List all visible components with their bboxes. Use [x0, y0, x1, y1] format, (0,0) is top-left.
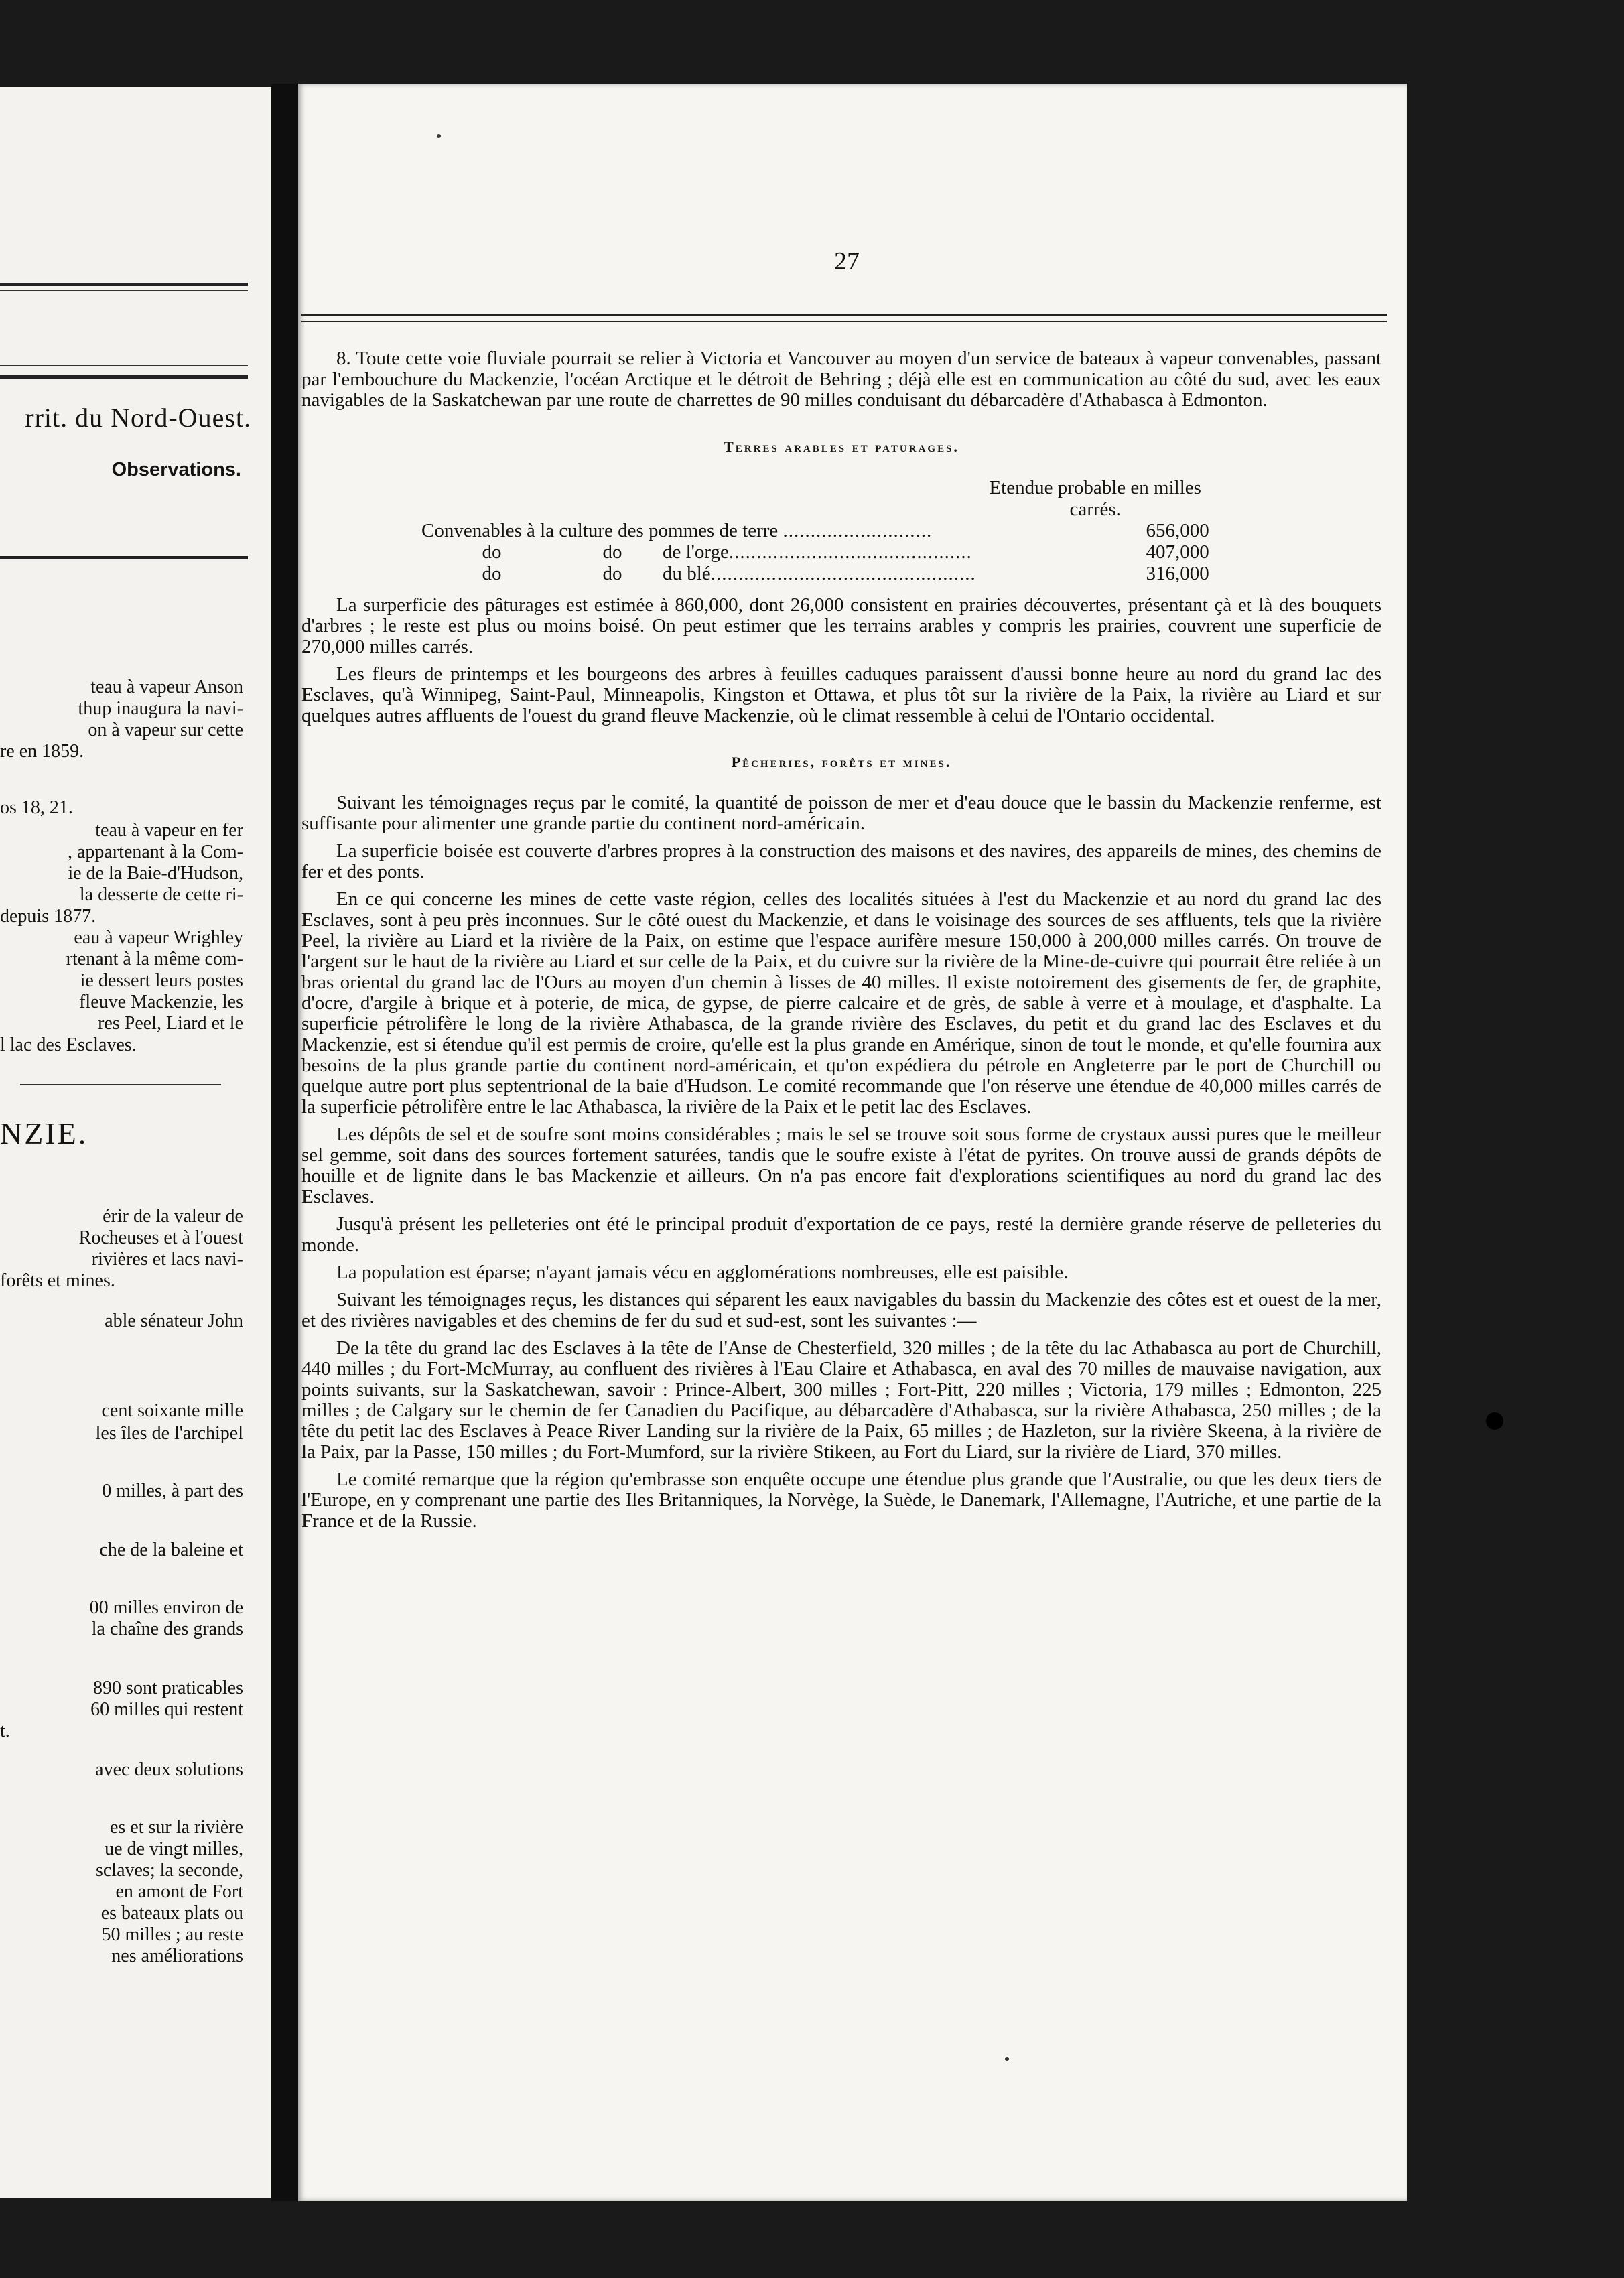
left-text-fragment: nes améliorations: [111, 1946, 243, 1966]
left-text-fragment: es et sur la rivière: [109, 1817, 243, 1838]
paragraph-sel: Les dépôts de sel et de soufre sont moins considérables ; mais le sel se trouve soit sous forme de crystaux aussi pures que le meilleur sel gemme, soit dans des sources fortement saturées, tandis que le soufre existe à l'état de pyrites. On trouve aussi de grands dépôts de houille et de lignite dans le bas Mackenzie et ailleurs. On n'a pas encore fait d'explorations scientifiques au nord du grand lac des Esclaves.: [301, 1124, 1381, 1207]
left-text-fragment: en amont de Fort: [115, 1881, 243, 1902]
row-label: Convenables à la culture des pommes de terre: [421, 520, 779, 541]
left-rule: [0, 375, 248, 379]
left-text-fragment: es bateaux plats ou: [100, 1903, 243, 1924]
left-text-fragment: sclaves; la seconde,: [95, 1860, 243, 1881]
left-rule: [0, 283, 248, 286]
paragraph-paturages: La surperficie des pâturages est estimée à 860,000, dont 26,000 consistent en prairies découvertes, présentant çà et là des bouquets d'arbres ; le reste est plus ou moins boisé. On peut estimer que les terrains arables y compris les prairies, couvrent une superficie de 270,000 milles carrés.: [301, 594, 1381, 657]
left-text-fragment: teau à vapeur en fer: [95, 820, 243, 841]
left-text-fragment: t.: [0, 1721, 10, 1741]
left-text-fragment: che de la baleine et: [99, 1540, 243, 1560]
leader-dots: ...........................: [783, 520, 933, 541]
ditto-mark: do: [602, 541, 622, 563]
paper-speck: [437, 134, 441, 138]
table-row: [419, 563, 1212, 584]
paragraph-pelleteries: Jusqu'à présent les pelleteries ont été le principal produit d'exportation de ce pays, resté la dernière grande réserve de pelleteries du monde.: [301, 1213, 1381, 1256]
left-text-fragment: teau à vapeur Anson: [90, 677, 243, 697]
left-rule: [0, 365, 248, 366]
table-row: [419, 541, 1212, 563]
left-text-fragment: able sénateur John: [105, 1311, 243, 1331]
leader-dots: ................................................: [710, 563, 976, 584]
left-text-fragment: 0 milles, à part des: [102, 1481, 243, 1501]
paragraph-population: La population est éparse; n'ayant jamais vécu en agglomérations nombreuses, elle est paisible.: [336, 1262, 1069, 1283]
left-text-fragment: depuis 1877.: [0, 906, 96, 927]
row-label: de l'orge: [663, 541, 729, 563]
left-text-fragment: 60 milles qui restent: [90, 1699, 243, 1720]
left-text-fragment: cent soixante mille: [101, 1400, 243, 1421]
left-text-fragment: la desserte de cette ri-: [79, 884, 243, 905]
row-value: 656,000: [1146, 520, 1209, 541]
left-text-fragment: , appartenant à la Com-: [67, 842, 243, 862]
left-text-fragment: ie de la Baie-d'Hudson,: [68, 863, 243, 884]
ditto-mark: do: [482, 563, 502, 584]
left-text-fragment: ue de vingt milles,: [105, 1838, 243, 1859]
left-text-fragment: re en 1859.: [0, 741, 84, 762]
page-number: 27: [834, 247, 860, 275]
table-row: [419, 520, 1212, 541]
book-gutter: [271, 84, 298, 2201]
paragraph-comite: Le comité remarque que la région qu'embrasse son enquête occupe une étendue plus grande que l'Australie, ou que les deux tiers de l'Europe, en y comprenant une partie des Iles Britanniques, la Norvège, la Suède, le Danemark, l'Allemagne, l'Autriche, et une partie de la France et de la Russie.: [301, 1469, 1381, 1532]
left-text-fragment: fleuve Mackenzie, les: [79, 992, 243, 1012]
left-text-fragment: eau à vapeur Wrighley: [74, 927, 243, 948]
section-heading-pecheries: Pêcheries, forêts et mines.: [731, 754, 952, 770]
left-text-fragment: avec deux solutions: [95, 1759, 243, 1780]
left-rule: [20, 1084, 221, 1085]
left-text-fragment: 890 sont praticables: [93, 1678, 243, 1698]
margin-ink-dot: [1486, 1412, 1503, 1430]
left-rule: [0, 290, 248, 291]
table-column-header: Etendue probable en milles carrés.: [989, 477, 1201, 520]
left-text-fragment: thup inaugura la navi-: [78, 698, 243, 719]
left-text-fragment: les îles de l'archipel: [95, 1423, 243, 1444]
left-text-fragment: os 18, 21.: [0, 797, 73, 818]
left-text-fragment: 50 milles ; au reste: [101, 1924, 243, 1945]
left-text-fragment: on à vapeur sur cette: [88, 720, 243, 740]
paragraph-distances-intro: Suivant les témoignages reçus, les distances qui séparent les eaux navigables du bassin du Mackenzie des côtes est et ouest de la mer, et des rivières navigables et des chemins de fer du sud et sud-est, sont les suivantes :—: [301, 1289, 1381, 1331]
left-text-fragment: ie dessert leurs postes: [80, 970, 243, 991]
left-text-fragment: l lac des Esclaves.: [0, 1034, 137, 1055]
main-text-block: [301, 348, 1381, 1538]
left-rule: [0, 556, 248, 559]
left-text-fragment: érir de la valeur de: [103, 1206, 243, 1227]
land-area-table: [419, 477, 1212, 584]
left-text-fragment: rtenant à la même com-: [66, 949, 243, 969]
ditto-mark: do: [482, 541, 502, 563]
left-text-fragment: 00 milles environ de: [89, 1597, 243, 1618]
left-section-heading: NZIE.: [0, 1116, 88, 1150]
paper-speck: [1005, 2057, 1009, 2061]
paragraph-8: 8. Toute cette voie fluviale pourrait se relier à Victoria et Vancouver au moyen d'un service de bateaux à vapeur convenables, passant par l'embouchure du Mackenzie, l'océan Arctique et le détroit de Behring ; déjà elle est en communication au côté du sud, avec les eaux navigables de la Saskatchewan par une route de charrettes de 90 milles conduisant du débarcadère d'Athabasca à Edmonton.: [301, 348, 1381, 411]
row-value: 316,000: [1146, 563, 1209, 584]
paragraph-boisee: La superficie boisée est couverte d'arbres propres à la construction des maisons et des navires, des appareils de mines, des chemins de fer et des ponts.: [301, 840, 1381, 882]
row-value: 407,000: [1146, 541, 1209, 563]
left-text-fragment: res Peel, Liard et le: [98, 1013, 243, 1034]
left-text-fragment: Rocheuses et à l'ouest: [78, 1227, 243, 1248]
left-page-fragment: [0, 87, 271, 2198]
left-text-fragment: la chaîne des grands: [91, 1619, 243, 1639]
leader-dots: ............................................: [728, 541, 972, 563]
paragraph-distances: De la tête du grand lac des Esclaves à la tête de l'Anse de Chesterfield, 320 milles ; de la tête du lac Athabasca au port de Churchill, 440 milles ; du Fort-McMurray, au confluent des rivières à l'Eau Claire et Athabasca, en aval des 70 milles de mauvaise navigation, aux points suivants, sur la Saskatchewan, savoir : Prince-Albert, 300 milles ; Fort-Pitt, 220 milles ; Victoria, 179 milles ; Edmonton, 225 milles ; de Calgary sur le chemin de fer Canadien du Pacifique, au débarcadère d'Athabasca, sur la rivière Athabasca, 250 milles ; de la tête du petit lac des Esclaves à Peace River Landing sur la rivière de la Paix, 65 milles ; de Hazleton, sur la rivière Skeena, à la rivière de la Paix, par la Passe, 150 milles ; du Fort-Mumford, sur la rivière Stikeen, au Fort du Liard, sur la rivière de Liard, 370 milles.: [301, 1337, 1381, 1463]
paragraph-mines: En ce qui concerne les mines de cette vaste région, celles des localités situées à l'est du Mackenzie et au nord du grand lac des Esclaves, sont à peu près inconnues. Sur le côté ouest du Mackenzie, et dans le voisinage des sources de ses affluents, tels que la rivière Peel, la rivière au Liard et la rivière de la Paix, on estime que l'espace aurifère mesure 150,000 à 200,000 milles carrés. On trouve de l'argent sur le haut de la rivière au Liard et sur celle de la Paix, et du cuivre sur la rivière de la Mine-de-cuivre qui pourrait être reliée à un bras oriental du grand lac de l'Ours au moyen d'un chemin à lisses de 40 milles. Il existe notoirement des gisements de fer, de graphite, d'ocre, d'argile à brique et à poterie, de mica, de gypse, de pierre calcaire et de grès, de sable à verre et à moulage, et d'asphalte. La superficie pétrolifère le long de la rivière Athabasca, de la grande rivière des Esclaves, du petit et du grand lac des Esclaves et du Mackenzie, est si étendue qu'il est permis de croire, qu'elle est la plus grande en Amérique, sinon de tout le monde, et qu'elle fournira aux besoins de la plus grande partie du continent nord-américain, et qu'on expédiera du pétrole en Angleterre par le port de Churchill ou quelque autre port plus septentrional de la baie d'Hudson. Le comité recommande que l'on réserve une étendue de 40,000 milles carrés de la superficie pétrolifère entre le lac Athabasca, la rivière de la Paix et le petit lac des Esclaves.: [301, 888, 1381, 1118]
ditto-mark: do: [602, 563, 622, 584]
left-text-fragment: rivières et lacs navi-: [91, 1249, 243, 1270]
paragraph-fleurs: Les fleurs de printemps et les bourgeons des arbres à feuilles caduques paraissent d'aussi bonne heure au nord du grand lac des Esclaves, qu'à Winnipeg, Saint-Paul, Minneapolis, Kingston et Ottawa, et plus tôt sur la rivière de la Paix, la rivière au Liard et sur quelques autres affluents de l'ouest du grand fleuve Mackenzie, où le climat ressemble à celui de l'Ontario occidental.: [301, 663, 1381, 726]
left-text-fragment: forêts et mines.: [0, 1270, 115, 1291]
row-label: du blé: [663, 563, 711, 584]
observations-heading: Observations.: [111, 459, 241, 480]
section-heading-terres: Terres arables et paturages.: [724, 438, 959, 455]
paragraph-poisson: Suivant les témoignages reçus par le comité, la quantité de poisson de mer et d'eau douce que le bassin du Mackenzie renferme, est suffisante pour alimenter une grande partie du continent nord-américain.: [301, 792, 1381, 834]
header-double-rule: [301, 314, 1387, 322]
left-page-header: rrit. du Nord-Ouest.: [25, 403, 251, 433]
